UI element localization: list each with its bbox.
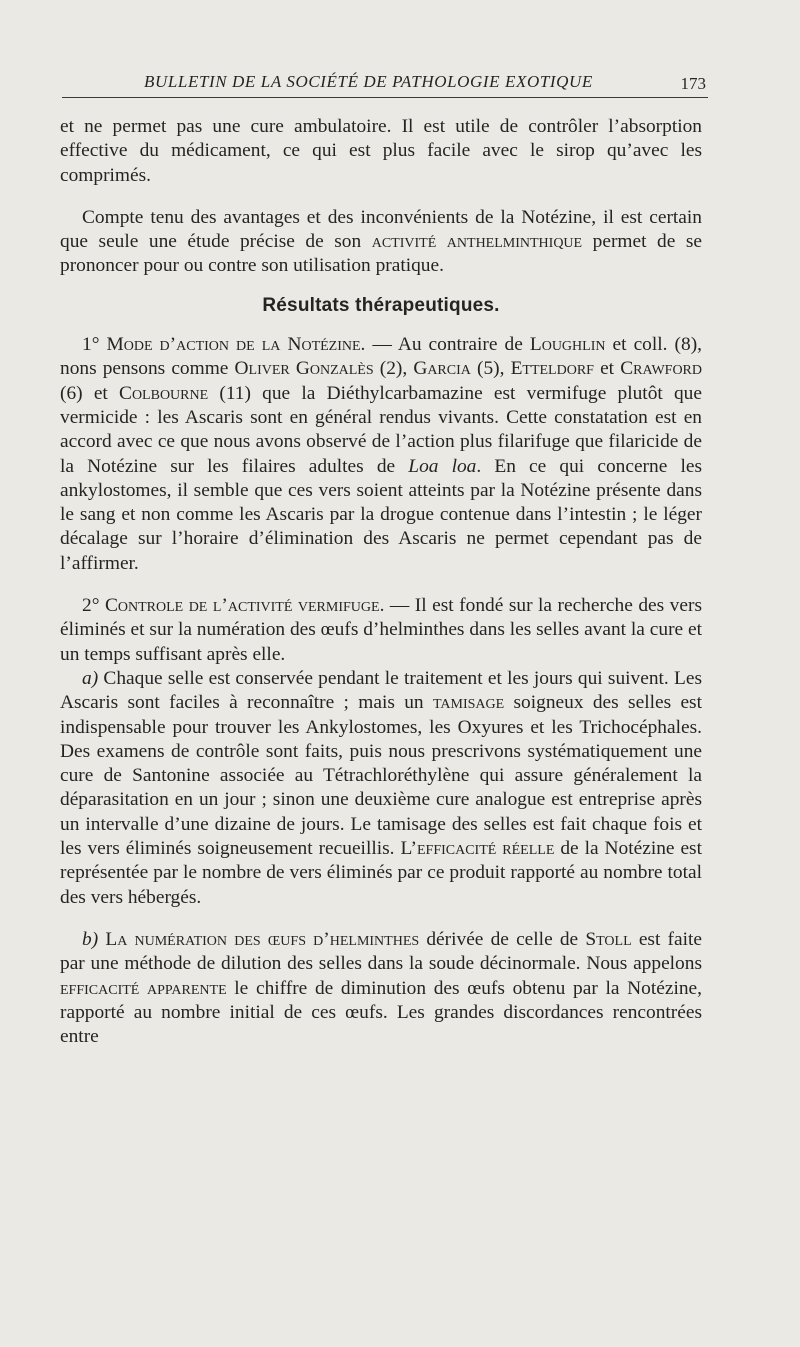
author-loughlin: Loughlin <box>529 334 606 356</box>
species-loa-loa: Loa loa <box>408 455 477 477</box>
paragraph-3-text-e: et <box>593 358 621 380</box>
paragraph-5-smallcaps-2: efficacité réelle <box>416 838 555 860</box>
paragraph-3-text-a: — Au contraire de <box>365 334 530 356</box>
paragraph-5-smallcaps-1: tamisage <box>432 692 505 714</box>
paragraph-6-text-c: le chiffre de diminution des œufs obtenu par la Notézine, rapporté au nombre initial de ces œufs. Les grandes discordances rencontrées entre <box>60 977 702 1048</box>
paragraph-3-text-d: (5), <box>470 358 511 380</box>
paragraph-6-text-a: dérivée de celle de <box>419 928 586 950</box>
paragraph-5-text-a: Chaque selle est conservée pendant le traitement et les jours qui suivent. Les Ascaris sont faciles à reconnaître ; mais un <box>60 667 702 714</box>
author-stoll: Stoll <box>585 928 632 950</box>
paragraph-3-text-h: . En ce qui concerne les ankylostomes, il semble que ces vers soient atteints par la Notézine présente dans le sang et non comme les Ascaris par la drogue contenue dans l’intestin ; le léger décalage sur l’horaire d’élimination des Ascaris ne permet cependant pas de l’affirmer. <box>60 455 702 574</box>
paragraph-3-text-f: (6) et <box>60 382 120 404</box>
paragraph-2-text-b: permet de se prononcer pour ou contre son utilisation pratique. <box>60 231 703 277</box>
paragraph-5-label: a) <box>82 667 99 689</box>
paragraph-5-text-b: soigneux des selles est indispensable pour trouver les Ankylostomes, les Oxyures et les Trichocéphales. Des examens de contrôle sont faits, puis nous prescrivons systématiquement une cure de Santonine associée au Tétrachloréthylène qui assure généralement la déparasitation en un jour ; sinon une deuxième cure analogue est entreprise après un intervalle d’une dizaine de jours. Le tamisage des selles est fait chaque fois et les vers éliminés soigneusement recueillis. L’ <box>60 692 702 860</box>
paragraph-3-text-c: (2), <box>373 358 414 380</box>
paragraph-6-text-b: est faite par une méthode de dilution des selles dans la soude décinormale. Nous appelons <box>60 928 702 975</box>
paragraph-2 <box>60 206 702 279</box>
paragraph-4 <box>60 594 702 667</box>
paragraph-3-text-b: et coll. (8), nons pensons comme <box>60 334 702 380</box>
paragraph-6-smallcaps-1: La numération des œufs d’helminthes <box>105 928 420 950</box>
paragraph-5 <box>60 667 702 910</box>
paragraph-2-smallcaps: activité anthelminthique <box>371 231 583 253</box>
paragraph-1 <box>60 115 702 188</box>
paragraph-1-text: et ne permet pas une cure ambulatoire. Il est utile de contrôler l’absorption effective du médicament, ce qui est plus facile avec le sirop qu’avec les comprimés. <box>60 116 702 186</box>
paragraph-2-text-a: Compte tenu des avantages et des inconvénients de la Notézine, il est certain que seule une étude précise de son <box>60 206 702 253</box>
paragraph-3-text-g: (11) que la Diéthylcarbamazine est vermifuge plutôt que vermicide : les Ascaris sont en général rendus vivants. Cette constatation est en accord avec ce que nous avons observé de l’action plus filarifuge que filaricide de la Notézine sur les filaires adultes de <box>60 382 702 477</box>
body-text <box>60 115 702 1049</box>
paragraph-5-text-c: de la Notézine est représentée par le nombre de vers éliminés par ce produit rapporté au nombre total des vers hébergés. <box>60 838 702 908</box>
header-rule <box>62 97 708 98</box>
section-heading: Résultats thérapeutiques. <box>262 294 500 316</box>
page-number: 173 <box>680 74 706 93</box>
page-header <box>62 72 708 98</box>
author-crawford: Crawford <box>620 358 703 380</box>
paragraph-6 <box>60 928 702 1049</box>
paragraph-6-label: b) <box>82 928 99 950</box>
author-etteldorf: Etteldorf <box>510 358 594 380</box>
paragraph-4-lead: 2° Controle de l’activité vermifuge. <box>82 595 385 617</box>
author-garcia: Garcia <box>413 358 471 380</box>
paragraph-6-smallcaps-2: efficacité apparente <box>60 977 227 999</box>
author-oliver-gonzales: Oliver Gonzalès <box>234 358 374 380</box>
paragraph-3-lead: 1° Mode d’action de la Notézine. <box>82 334 366 356</box>
author-colbourne: Colbourne <box>119 382 209 404</box>
paragraph-3 <box>60 333 702 576</box>
paragraph-4-text: — Il est fondé sur la recherche des vers éliminés et sur la numération des œufs d’helminthes dans les selles avant la cure et un temps suffisant après elle. <box>60 595 702 665</box>
running-title: BULLETIN DE LA SOCIÉTÉ DE PATHOLOGIE EXOTIQUE <box>144 72 593 91</box>
